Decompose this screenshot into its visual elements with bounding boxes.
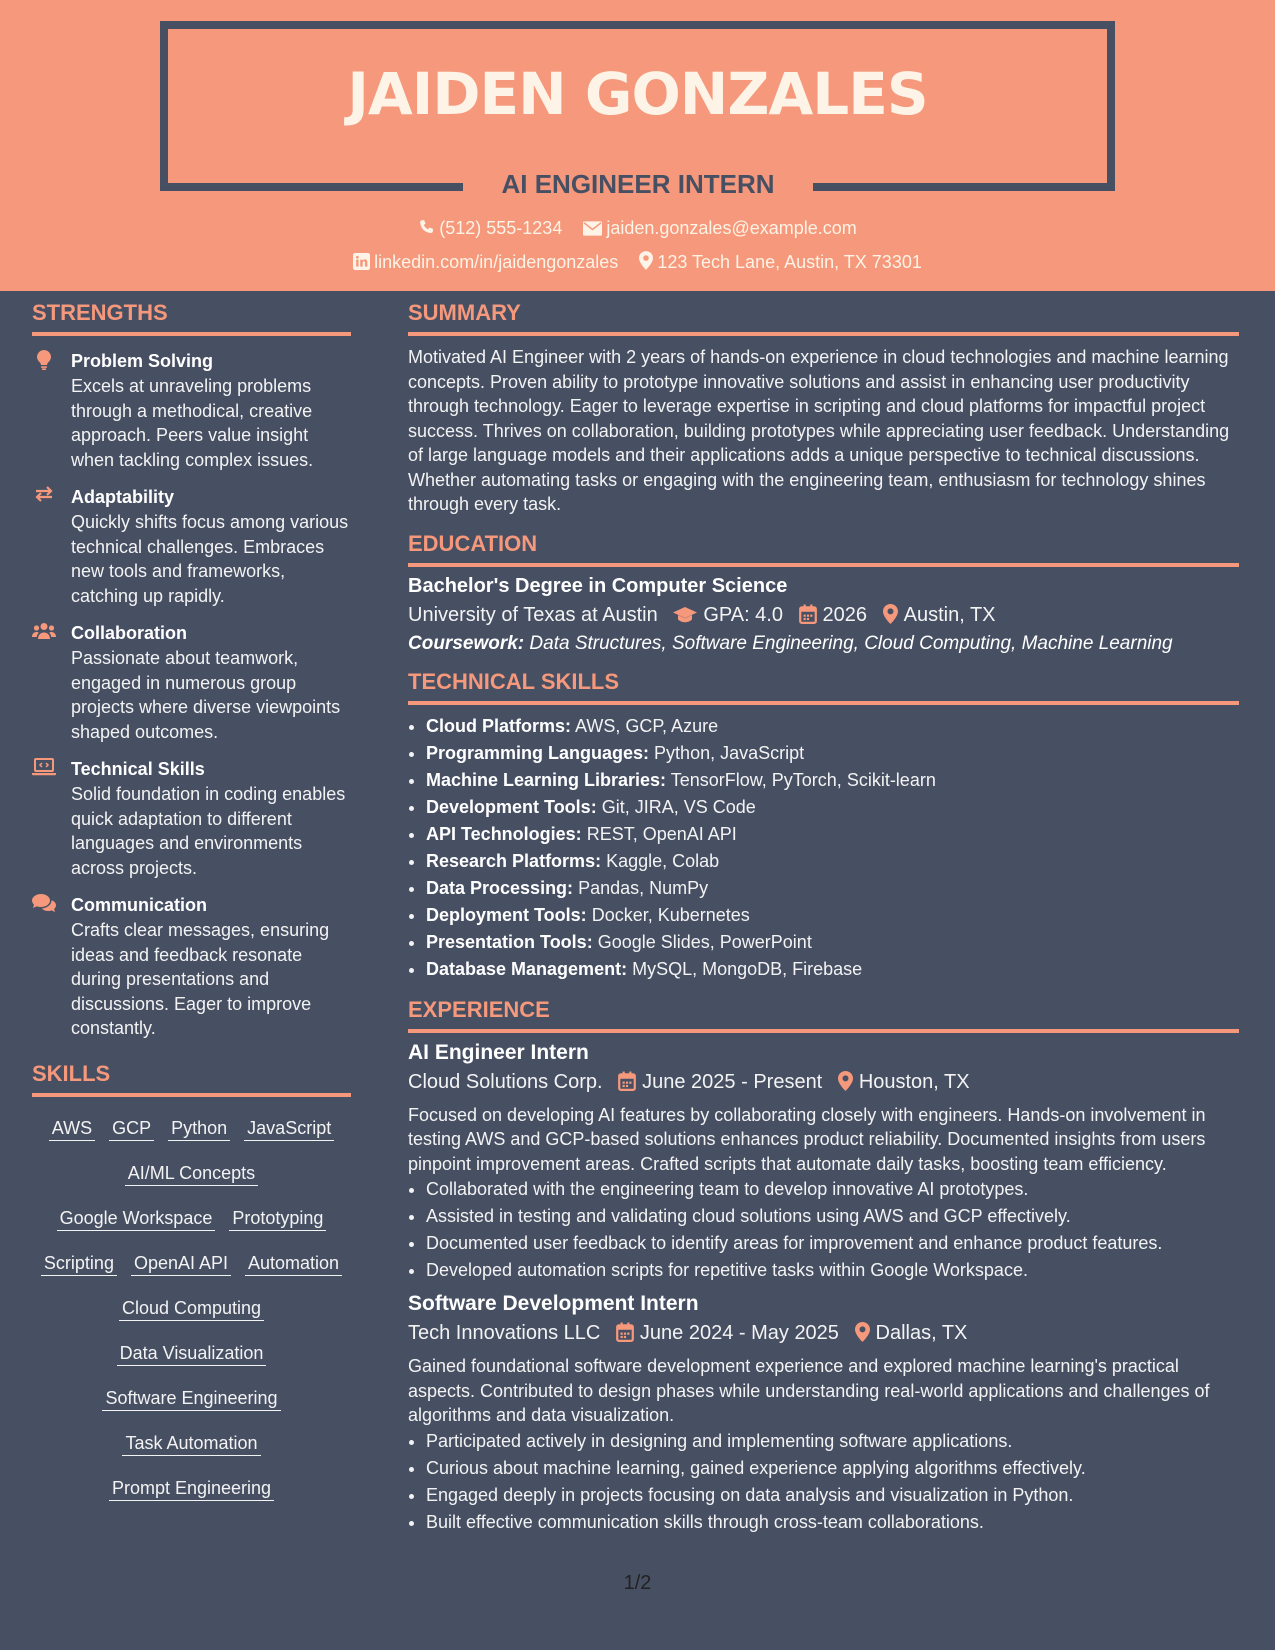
left-column <box>32 300 351 1512</box>
strengths-heading: STRENGTHS <box>32 300 351 336</box>
strength-description: Solid foundation in coding enables quick adaptation to different languages and environments across projects. <box>71 784 346 878</box>
strength-item <box>32 620 351 744</box>
skill-label: Research Platforms: <box>426 850 602 871</box>
skill-value: AWS, GCP, Azure <box>575 715 719 736</box>
calendar-icon <box>618 1071 636 1091</box>
skill-label: Deployment Tools: <box>426 904 587 925</box>
list-item: • Assisted in testing and validating cloud solutions using AWS and GCP effectively. <box>426 1203 1239 1230</box>
right-column <box>408 300 1239 1536</box>
skill-tag: JavaScript <box>244 1116 334 1141</box>
skill-tag: AWS <box>49 1116 95 1141</box>
list-item <box>426 902 1239 929</box>
list-item <box>426 767 1239 794</box>
skill-value: Kaggle, Colab <box>606 850 720 871</box>
skill-line <box>32 1107 351 1152</box>
strength-item <box>32 348 351 472</box>
skill-tag: AI/ML Concepts <box>125 1161 258 1186</box>
job-meta <box>408 1322 1239 1345</box>
role-title: AI ENGINEER INTERN <box>501 169 775 199</box>
map-pin-icon <box>639 251 653 270</box>
skill-tag: OpenAI API <box>131 1251 231 1276</box>
skill-tag: Software Engineering <box>102 1386 280 1411</box>
list-item: • Participated actively in designing and implementing software applications. <box>426 1428 1239 1455</box>
linkedin-icon <box>353 253 370 270</box>
list-item <box>426 740 1239 767</box>
job-entry <box>408 1041 1239 1285</box>
contact-row-2 <box>0 251 1275 273</box>
graduation-cap-icon <box>673 606 697 624</box>
comments-icon <box>32 894 56 917</box>
skills-cloud <box>32 1107 351 1512</box>
degree-title: Bachelor's Degree in Computer Science <box>408 574 788 597</box>
technical-skills-list <box>408 713 1239 983</box>
skill-line <box>32 1287 351 1332</box>
strength-description: Passionate about teamwork, engaged in numerous group projects where diverse viewpoints shaped outcomes. <box>71 648 341 742</box>
skill-value: Python, JavaScript <box>654 742 805 763</box>
skill-tag: Scripting <box>41 1251 117 1276</box>
skill-line <box>32 1197 351 1242</box>
calendar-icon <box>616 1322 634 1342</box>
email-contact[interactable] <box>583 218 856 239</box>
skill-tag: Prototyping <box>229 1206 326 1231</box>
resume-header <box>0 0 1275 291</box>
job-description: Focused on developing AI features by collaborating closely with engineers. Hands-on involvement in testing AWS and GCP-based solutions enhances product reliability. Documented insights from users pinpoint improvement areas. Crafted scripts that automate daily tasks, boosting team efficiency. <box>408 1104 1206 1174</box>
job-dates: June 2024 - May 2025 <box>639 1322 839 1344</box>
company-name: Tech Innovations LLC <box>408 1322 601 1344</box>
strength-description: Excels at unraveling problems through a methodical, creative approach. Peers value insight when tackling complex issues. <box>71 376 314 470</box>
skill-value: Pandas, NumPy <box>578 877 709 898</box>
skill-label: Programming Languages: <box>426 742 650 763</box>
strength-item <box>32 892 351 1041</box>
page-number: 1/2 <box>623 1572 652 1594</box>
list-item <box>426 875 1239 902</box>
education-location: Austin, TX <box>903 603 996 626</box>
map-pin-icon <box>855 1322 870 1342</box>
linkedin-contact[interactable] <box>353 252 618 273</box>
list-item <box>426 794 1239 821</box>
skill-line <box>32 1422 351 1467</box>
job-description: Gained foundational software development experience and explored machine learning's practical aspects. Contributed to design phases while understanding real-world applications and challenges of algorithms and data visualization. <box>408 1356 1210 1425</box>
experience-section <box>408 997 1239 1536</box>
job-dates: June 2025 - Present <box>642 1070 823 1093</box>
list-item: • Collaborated with the engineering team to develop innovative AI prototypes. <box>426 1176 1239 1203</box>
list-item <box>426 821 1239 848</box>
strength-title: Adaptability <box>71 487 175 507</box>
education-section <box>408 531 1239 655</box>
skill-label: API Technologies: <box>426 823 582 844</box>
experience-heading: EXPERIENCE <box>408 997 1239 1033</box>
graduation-year: 2026 <box>822 603 868 626</box>
strength-title: Technical Skills <box>71 759 205 779</box>
job-bullets <box>408 1176 1239 1284</box>
list-item <box>426 713 1239 740</box>
skill-line <box>32 1242 351 1287</box>
skill-tag: Task Automation <box>122 1431 260 1456</box>
list-item: • Developed automation scripts for repetitive tasks within Google Workspace. <box>426 1257 1239 1284</box>
list-item: • Built effective communication skills through cross-team collaborations. <box>426 1509 1239 1536</box>
linkedin-text: linkedin.com/in/jaidengonzales <box>374 252 619 272</box>
skill-line <box>32 1152 351 1197</box>
skill-label: Development Tools: <box>426 796 597 817</box>
summary-text: Motivated AI Engineer with 2 years of hands-on experience in cloud technologies and machine learning concepts. Proven ability to prototype innovative solutions and assist in enhancing user productivity through technology. Eager to leverage expertise in scripting and cloud platforms for impactful project success. Thrives on collaboration, building prototypes while appreciating user feedback. Understanding of large language models and their applications adds a unique perspective to technical discussions. Whether automating tasks or engaging with the engineering team, enthusiasm for technology shines through every task. <box>408 347 1230 514</box>
lightbulb-icon <box>32 350 56 375</box>
strength-title: Communication <box>71 895 208 915</box>
address-text: 123 Tech Lane, Austin, TX 73301 <box>657 252 922 272</box>
map-pin-icon <box>883 604 898 624</box>
company-name: Cloud Solutions Corp. <box>408 1070 603 1093</box>
skill-line <box>32 1332 351 1377</box>
email-text: jaiden.gonzales@example.com <box>606 218 857 238</box>
job-title: Software Development Intern <box>408 1292 699 1315</box>
technical-skills-section <box>408 669 1239 983</box>
skill-value: MySQL, MongoDB, Firebase <box>632 958 863 979</box>
map-pin-icon <box>838 1071 853 1091</box>
skill-tag: Python <box>168 1116 230 1141</box>
calendar-icon <box>799 604 817 624</box>
skill-label: Database Management: <box>426 958 628 979</box>
gpa: GPA: 4.0 <box>703 603 783 626</box>
phone-contact[interactable] <box>418 218 562 239</box>
skill-tag: Automation <box>245 1251 342 1276</box>
strength-title: Collaboration <box>71 623 187 643</box>
skills-heading: SKILLS <box>32 1061 351 1097</box>
skill-value: Docker, Kubernetes <box>591 904 750 925</box>
skill-value: REST, OpenAI API <box>586 823 737 844</box>
strength-description: Crafts clear messages, ensuring ideas and feedback resonate during presentations and discussions. Eager to improve constantly. <box>71 920 330 1038</box>
coursework-label: Coursework: <box>408 632 525 654</box>
skill-value: Git, JIRA, VS Code <box>601 796 756 817</box>
role-banner <box>463 166 813 206</box>
skill-label: Cloud Platforms: <box>426 715 572 736</box>
coursework-list: Data Structures, Software Engineering, Cloud Computing, Machine Learning <box>529 632 1173 654</box>
skill-tag: GCP <box>109 1116 154 1141</box>
list-item <box>426 848 1239 875</box>
list-item: • Documented user feedback to identify areas for improvement and enhance product features. <box>426 1230 1239 1257</box>
skill-label: Machine Learning Libraries: <box>426 769 667 790</box>
list-item: • Curious about machine learning, gained experience applying algorithms effectively. <box>426 1455 1239 1482</box>
list-item <box>426 929 1239 956</box>
school-name: University of Texas at Austin <box>408 603 658 626</box>
list-item: • Engaged deeply in projects focusing on data analysis and visualization in Python. <box>426 1482 1239 1509</box>
skill-tag: Google Workspace <box>57 1206 216 1231</box>
education-heading: EDUCATION <box>408 531 1239 567</box>
envelope-icon <box>583 221 602 236</box>
coursework <box>408 633 1239 655</box>
job-location: Dallas, TX <box>875 1322 968 1344</box>
laptop-code-icon <box>32 758 56 781</box>
skill-tag: Data Visualization <box>117 1341 267 1366</box>
education-meta <box>408 604 1239 627</box>
skill-value: TensorFlow, PyTorch, Scikit-learn <box>670 769 936 790</box>
address-contact <box>639 251 922 273</box>
job-title: AI Engineer Intern <box>408 1040 589 1064</box>
strength-title: Problem Solving <box>71 351 214 371</box>
strength-item <box>32 484 351 608</box>
skill-label: Data Processing: <box>426 877 574 898</box>
contact-row-1 <box>0 218 1275 239</box>
job-bullets <box>408 1428 1239 1536</box>
technical-skills-heading: TECHNICAL SKILLS <box>408 669 1239 705</box>
skill-label: Presentation Tools: <box>426 931 593 952</box>
strength-description: Quickly shifts focus among various technical challenges. Embraces new tools and frameworks, catching up rapidly. <box>71 512 349 606</box>
skill-line <box>32 1467 351 1512</box>
list-item <box>426 956 1239 983</box>
users-icon <box>32 622 56 645</box>
arrows-exchange-icon <box>32 486 56 507</box>
skill-line <box>32 1377 351 1422</box>
phone-icon <box>418 219 435 236</box>
strength-item <box>32 756 351 880</box>
skill-tag: Prompt Engineering <box>109 1476 274 1501</box>
skill-value: Google Slides, PowerPoint <box>597 931 812 952</box>
summary-heading: SUMMARY <box>408 300 1239 336</box>
phone-text: (512) 555-1234 <box>439 218 563 238</box>
skill-tag: Cloud Computing <box>119 1296 264 1321</box>
job-meta <box>408 1071 1239 1094</box>
job-entry <box>408 1292 1239 1536</box>
job-location: Houston, TX <box>858 1070 970 1093</box>
candidate-name: JAIDEN GONZALES <box>347 60 928 128</box>
